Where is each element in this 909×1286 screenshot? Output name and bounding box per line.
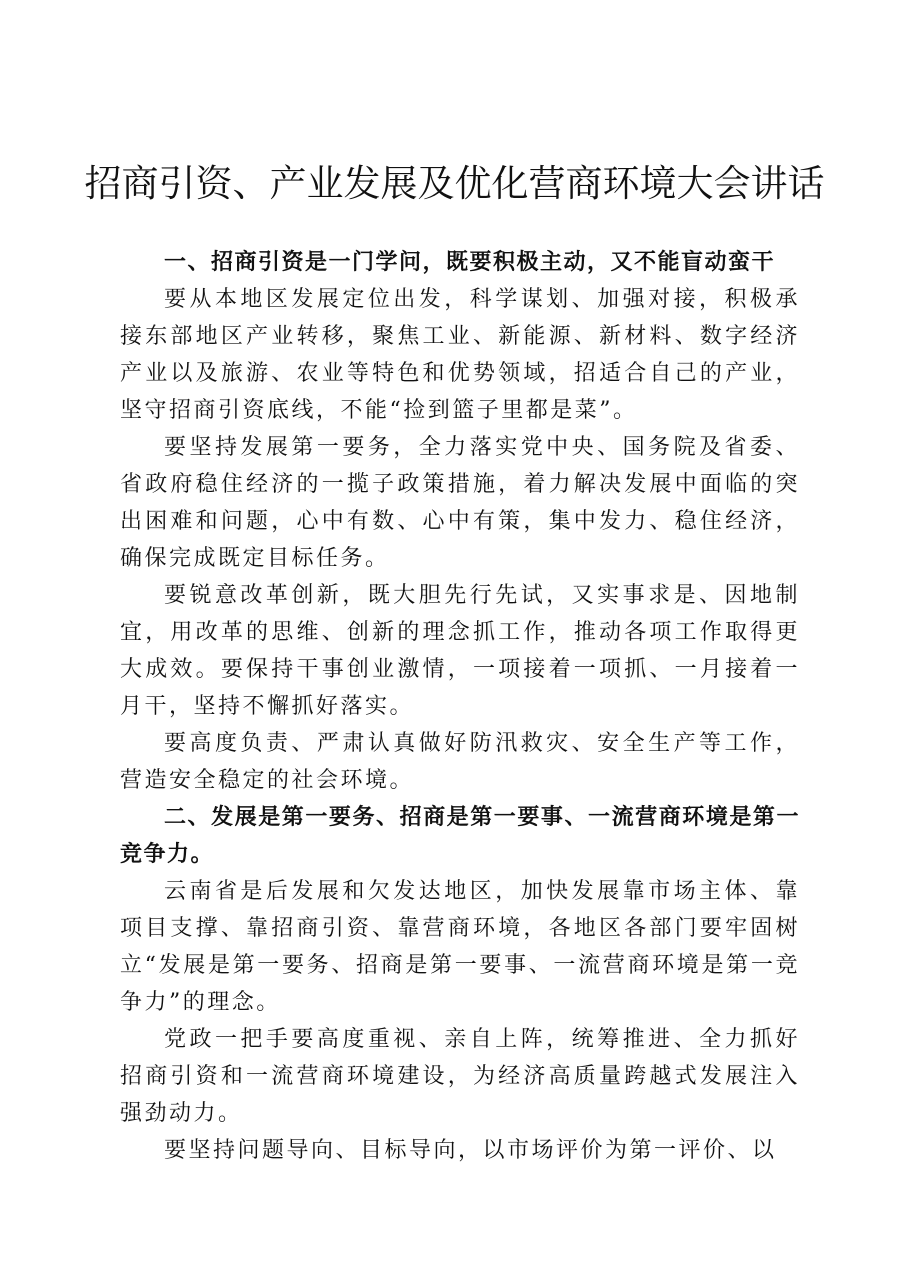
paragraph: 要坚持发展第一要务，全力落实党中央、国务院及省委、省政府稳住经济的一揽子政策措施，着力解决发展中面临的突出困难和问题，心中有数、心中有策，集中发力、稳住经济，确保完成既定目标任务。 bbox=[120, 435, 800, 571]
document-body bbox=[120, 244, 800, 1169]
section-heading-2: 二、发展是第一要务、招商是第一要事、一流营商环境是第一竞争力。 bbox=[120, 805, 800, 867]
paragraph: 要坚持问题导向、目标导向，以市场评价为第一评价、以 bbox=[164, 1138, 777, 1163]
paragraph: 要高度负责、严肃认真做好防汛救灾、安全生产等工作，营造安全稳定的社会环境。 bbox=[120, 731, 800, 793]
paragraph: 要锐意改革创新，既大胆先行先试，又实事求是、因地制宜，用改革的思维、创新的理念抓工作，推动各项工作取得更大成效。要保持干事创业激情，一项接着一项抓、一月接着一月干，坚持不懈抓好落实。 bbox=[120, 583, 800, 719]
section-heading-1: 一、招商引资是一门学问，既要积极主动，又不能盲动蛮干 bbox=[164, 250, 776, 275]
document-title: 招商引资、产业发展及优化营商环境大会讲话 bbox=[84, 162, 825, 205]
paragraph: 云南省是后发展和欠发达地区，加快发展靠市场主体、靠项目支撑、靠招商引资、靠营商环境，各地区各部门要牢固树立“发展是第一要务、招商是第一要事、一流营商环境是第一竞争力”的理念。 bbox=[120, 879, 800, 1015]
paragraph: 党政一把手要高度重视、亲自上阵，统筹推进、全力抓好招商引资和一流营商环境建设，为经济高质量跨越式发展注入强劲动力。 bbox=[120, 1027, 800, 1126]
paragraph: 要从本地区发展定位出发，科学谋划、加强对接，积极承接东部地区产业转移，聚焦工业、新能源、新材料、数字经济产业以及旅游、农业等特色和优势领域，招适合自己的产业，坚守招商引资底线，不能“捡到篮子里都是菜”。 bbox=[120, 287, 800, 423]
